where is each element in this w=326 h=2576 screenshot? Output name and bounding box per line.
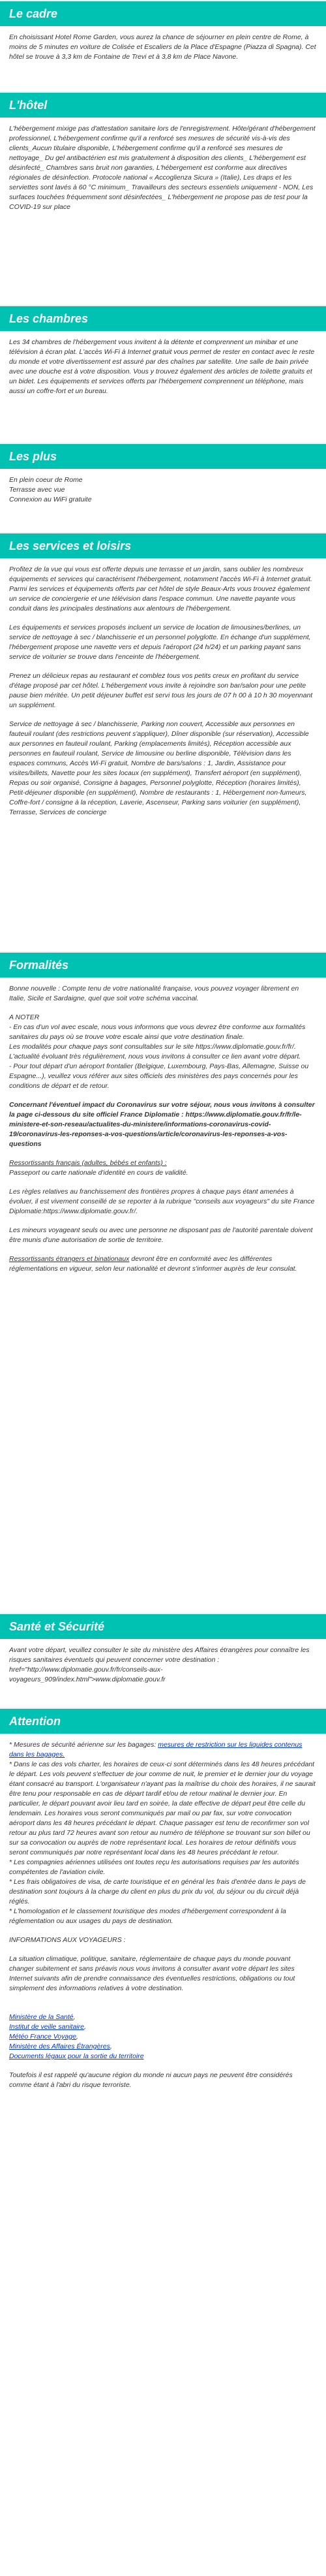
hotel-text: L'hébergement mixige pas d'attestation sanitaire lors de l'enregistrement. Hôte/gérant d'hébergement professionnel, L'hébergement confirme qu'il a renforcé ses mesures de sécurité vis-à-vis des clients_Aucun titulaire disponible, L'hébergement confirme qu'il a renforcé ses mesures de nettoyage_ Du gel antibactérien est mis gratuitement à disposition des clients_ L'hébergement est désinfecté_ Chambres sans bruit non garanties, L'hébergement est conforme aux directives régionales de désinfection. Protocole national « Accoglienza Sicura » (Italie), Les draps et les serviettes sont lavés à 60 °C minimum_ Travailleurs des secteurs essentiels uniquement - NON, Les surfaces touchées fréquemment sont désinfectées_ L'hébergement ne propose pas de test pour la COVID-19 sur place [9, 125, 316, 211]
section-chambres [0, 305, 326, 405]
formalites-intro: Bonne nouvelle : Compte tenu de votre nationalité française, vous pouvez voyager librement en Italie, Sicile et Sardaigne, quel que soit votre schéma vaccinal. [9, 985, 299, 1002]
plus-item: En plein coeur de Rome [9, 476, 83, 484]
attention-bullet: * Les frais obligatoires de visa, de carte touristique et en général les frais d'entrée dans le pays de destination sont toujours à la charge du client en plus du prix du vol, du séjour ou du circuit déjà réglés. [9, 1878, 306, 1905]
section-title: L'hôtel [9, 98, 48, 112]
section-banner [0, 443, 326, 469]
section-cadre [0, 0, 326, 71]
section-title: Les chambres [9, 311, 89, 325]
section-attention [0, 1708, 326, 2099]
section-services [0, 532, 326, 827]
foreign-text: devront être en conformité avec les différentes réglementations en vigueur, selon leur nationalité et devront s'informer auprès de leur consulat. [9, 1255, 297, 1273]
minors-text: Les mineurs voyageant seuls ou avec une personne ne disposant pas de l'autorité parentale doivent être munis d'une autorisation de sortie de territoire. [9, 1226, 313, 1244]
plus-item: Terrasse avec vue [9, 486, 65, 494]
info-heading: INFORMATIONS AUX VOYAGEURS : [9, 1936, 126, 1944]
note-item: - En cas d'un vol avec escale, nous vous informons que vous devrez être conforme aux formalités sanitaires du pays où se trouve votre escale ainsi que votre destination finale. [9, 1023, 306, 1041]
adults-heading: Ressortissants français (adultes, bébés et enfants) : [9, 1159, 167, 1167]
info-text: La situation climatique, politique, sanitaire, réglementaire de chaque pays du monde pouvant changer subitement et sans préavis nous vous invitons à consulter avant votre départ les sites Internet suivants afin de prendre connaissance des éventuelles restrictions, obligations ou tout simplement des informations relatives à votre destination. [9, 1955, 295, 1992]
services-paragraph: Les équipements et services proposés incluent un service de location de limousines/berlines, un service de nettoyage à sec / blanchisserie et un personnel polyglotte. En échange d'un supplément, l'hébergement propose une navette vers et depuis l'aéroport (24 h/24) et un parking payant sans service de voiturier se trouve dans l'enceinte de l'hébergement. [9, 624, 311, 661]
section-hotel [0, 91, 326, 221]
section-title: Le cadre [9, 7, 58, 20]
plus-item: Connexion au WiFi gratuite [9, 496, 92, 503]
cadre-text: En choisissant Hotel Rome Garden, vous aurez la chance de séjourner en plein centre de Rome, à moins de 5 minutes en voiture de Colisée et Escaliers de la Place d'Espagne (Piazza di Spagna). Cet hôtel se trouve à 3,3 km de Fontaine de Trevi et à 3,8 km de Place Navone. [9, 33, 316, 61]
section-title: Les services et loisirs [9, 539, 132, 552]
section-body [0, 118, 326, 212]
rules-text: Les règles relatives au franchissement des frontières propres à chaque pays étant amenées à évoluer, il est vivement conseillé de se reporter à la rubrique "conseils aux voyageurs" du site France Diplomatie:https://www.diplomatie.gouv.fr/. [9, 1188, 315, 1215]
section-banner [0, 305, 326, 331]
section-banner [0, 1708, 326, 1734]
section-banner [0, 0, 326, 26]
section-sante [0, 1613, 326, 1694]
section-body [0, 558, 326, 818]
covid-notice [9, 1100, 317, 1149]
luggage-line [9, 1740, 317, 1760]
services-paragraph: Prenez un délicieux repas au restaurant et comblez tous vos petits creux en profitant du service d'étage proposé par cet hôtel. L'hébergement vous invite à rejoindre son bar/salon pour une petite pause bien méritée. Un petit déjeuner buffet est servi tous les jours de 07 h 00 à 10 h 30 moyennant un supplément. [9, 672, 313, 709]
section-title: Santé et Sécurité [9, 1619, 105, 1633]
foreign-heading: Ressortissants étrangers et binationaux [9, 1255, 130, 1263]
note-item: - Pour tout départ d'un aéroport frontalier (Belgique, Luxembourg, Pays-Bas, Allemagne, Suisse ou Espagne...), veuillez vous référer aux sites officiels des ministères des pays concernés pour les conditions de départ et de retour. [9, 1062, 309, 1090]
adults-text: Passeport ou carte nationale d'identité en cours de validité. [9, 1169, 188, 1177]
section-plus [0, 443, 326, 505]
section-title: Formalités [9, 958, 69, 972]
charter-paragraph: * Dans le cas des vols charter, les horaires de ceux-ci sont déterminés dans les 48 heures précédant le départ. Les vols peuvent s'effectuer de jour comme de nuit, le premier et le dernier jour du voyage étant consacré au transport. L'organisateur n'ayant pas la maîtrise du choix des horaires, il ne saurait être tenu pour responsable en cas de départ tardif et/ou de retour matinal le dernier jour. En particulier, le départ pouvant avoir lieu tard en soirée, la date effective de départ peut être celle du lendemain. Les horaires vous seront communiqués par mail ou par fax, sur votre convocation aéroport dans les 48 heures précédant le départ. Chaque passager est tenu de reconfirmer son vol retour au plus tard 72 heures avant son retour au numéro de téléphone se trouvant sur son billet ou sur sa convocation ou auprès de notre représentant local. Les horaires de retour définitifs vous seront communiqués par notre représentant local dans les 48 heures précédant le retour. [9, 1760, 316, 1856]
foreign-paragraph [9, 1254, 317, 1274]
services-paragraph: Service de nettoyage à sec / blanchisserie, Parking non couvert, Accessible aux personnes en fauteuil roulant (des restrictions peuvent s'appliquer), Dîner disponible (sur réservation), Accessible aux personnes en fauteuil roulant, Parking (emplacements limités), Réception accessible aux personnes en fauteuil roulant, Service de limousine ou berline disponible, Télévision dans les espaces communs, Accès Wi-Fi gratuit, Nombre de bars/salons : 1, Jardin, Assistance pour visites/billets, Navette pour les sites locaux (en supplément), Transfert aéroport (en supplément), Repas ou soir organisé, Consigne à bagages, Personnel polyglotte, Réception (horaires limités), Petit-déjeuner disponible (en supplément), Nombre de restaurants : 1, Hébergement non-fumeurs, Coffre-fort / consigne à la réception, Laverie, Ascenseur, Parking sans voiturier (en supplément), Terrasse, Services de concierge [9, 720, 309, 816]
attention-bullet: * Les compagnies aériennes utilisées ont toutes reçu les autorisations requises par les autorités compétentes de l'aviation civile. [9, 1858, 299, 1876]
section-banner [0, 1613, 326, 1639]
section-body [0, 1639, 326, 1685]
section-title: Attention [9, 1714, 61, 1728]
notes-heading: A NOTER [9, 1013, 40, 1021]
official-links: Ministère de la Santé, Institut de veille sanitaire, Météo France Voyage, Ministère des Affaires Étrangères, Documents légaux pour la sortie du territoire [9, 2013, 144, 2060]
link-veille-sanitaire[interactable]: Institut de veille sanitaire [9, 2023, 84, 2031]
link-affaires-etrangeres[interactable]: Ministère des Affaires Étrangères [9, 2043, 110, 2050]
terrorism-notice: Toutefois il est rappelé qu'aucune région du monde ni aucun pays ne peuvent être considérés comme étant à l'abri du risque terroriste. [9, 2071, 293, 2089]
section-body [0, 1734, 326, 2090]
luggage-prefix: * Mesures de sécurité aérienne sur les bagages: [9, 1741, 158, 1749]
sante-text: Avant votre départ, veuillez consulter le site du ministère des Affaires étrangères pour connaître les risques sanitaires éventuels qui peuvent concerner votre destination : href="http://www.diplomatie.gouv.fr/fr/conseils-aux-voyageurs_909/index.html">www.diplomatie.gouv.fr [9, 1646, 310, 1683]
section-banner [0, 951, 326, 978]
liquids-restriction-link[interactable]: mesures de restriction sur les liquides contenus dans les bagages. [9, 1741, 303, 1758]
section-body [0, 978, 326, 1274]
attention-bullet: * L'homologation et le classement touristique des modes d'hébergement correspondent à la réglementation ou aux usages du pays de destination. [9, 1907, 286, 1925]
section-banner [0, 91, 326, 118]
services-paragraph: Profitez de la vue qui vous est offerte depuis une terrasse et un jardin, sans oublier les nombreux équipements et services qui caractérisent l'hébergement, notamment l'accès Wi-Fi à Internet gratuit. Parmi les services et équipements offerts par cet hôtel de style Beaux-Arts vous trouvez également un service de conciergerie et une télévision dans l'espace commun. Une navette payante vous conduit dans les principales destinations aux alentours de l'hébergement. [9, 565, 312, 612]
section-body [0, 331, 326, 396]
section-banner [0, 532, 326, 558]
section-body [0, 26, 326, 62]
section-formalites [0, 951, 326, 1283]
link-documents-legaux[interactable]: Documents légaux pour la sortie du territoire [9, 2052, 144, 2060]
note-item: Les modalités pour chaque pays sont consultables sur le site https://www.diplomatie.gouv.fr/fr/. L'actualité évoluant très régulièrement, nous vous invitons à consulter ce lien avant votre départ. [9, 1043, 301, 1060]
section-title: Les plus [9, 449, 57, 463]
link-meteo-france[interactable]: Météo France Voyage [9, 2033, 76, 2041]
link-ministere-sante[interactable]: Ministère de la Santé [9, 2013, 74, 2021]
covid-notice-text: Concernant l'éventuel impact du Coronavirus sur votre séjour, nous vous invitons à consulter la page ci-dessous du site officiel France Diplomatie : https://www.diplomatie.gouv.fr/fr/le-ministere-et-son-reseau/actualites-du-ministere/informations-coronavirus-covid-19/coronavirus-les-reponses-a-vos-questions/article/coronavirus-les-reponses-a-vos-questions [9, 1101, 315, 1148]
chambres-text: Les 34 chambres de l'hébergement vous invitent à la détente et comprennent un minibar et une télévision à écran plat. L'accès Wi-Fi à Internet gratuit vous permet de rester en contact avec le reste du monde et votre divertissement est assuré par des chaînes par satellite. Une salle de bain privée avec une douche est à votre disposition. Vous y trouvez également des articles de toilette gratuits et un bidet. Les équipements et services offerts par l'hébergement comprennent un téléphone, mais aussi un coffre-fort et un bureau. [9, 338, 315, 395]
section-body [0, 469, 326, 505]
